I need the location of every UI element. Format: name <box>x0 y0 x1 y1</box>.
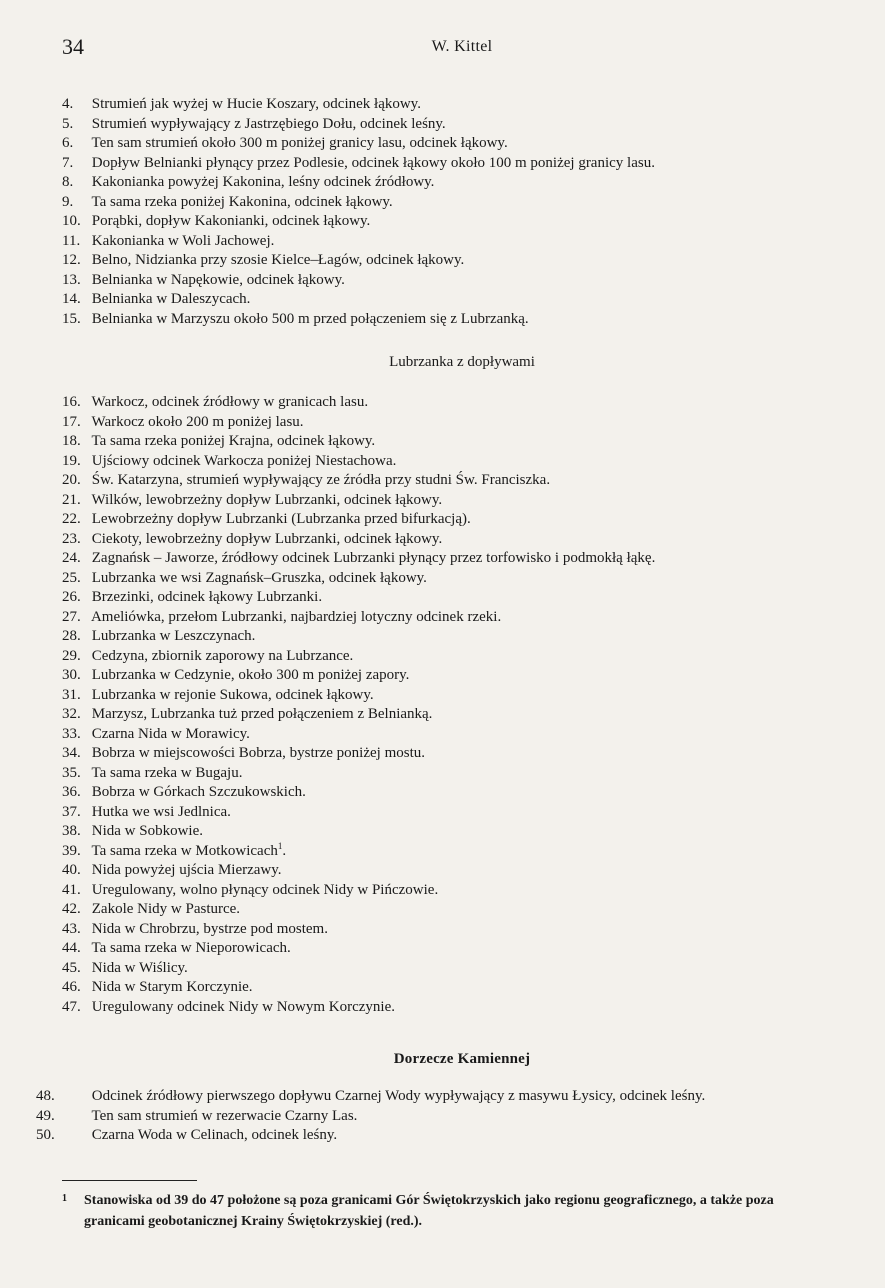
item-text: Kakonianka w Woli Jachowej. <box>91 232 275 249</box>
item-number: 43. <box>62 920 81 937</box>
item-text: Lubrzanka we wsi Zagnańsk–Gruszka, odcinek łąkowy. <box>91 569 427 586</box>
item-number: 44. <box>62 940 81 956</box>
list-item <box>62 549 862 569</box>
item-text: Brzezinki, odcinek łąkowy Lubrzanki. <box>91 589 323 605</box>
item-text: Belnianka w Marzyszu około 500 m przed połączeniem się z Lubrzanką. <box>91 310 529 327</box>
item-text: Ten sam strumień w rezerwacie Czarny Las. <box>91 1107 358 1124</box>
list-item <box>62 134 862 154</box>
item-text: Warkocz około 200 m poniżej lasu. <box>91 413 304 430</box>
item-text: Marzysz, Lubrzanka tuż przed połączeniem z Belnianką. <box>91 706 433 722</box>
item-number: 32. <box>62 706 81 722</box>
list-item <box>62 920 862 940</box>
item-text: Ta sama rzeka poniżej Krajna, odcinek łąkowy. <box>91 433 376 449</box>
item-text: Bobrza w miejscowości Bobrza, bystrze poniżej mostu. <box>91 745 426 761</box>
list-item <box>62 998 862 1018</box>
list-item <box>62 271 862 291</box>
item-number: 19. <box>62 452 81 469</box>
item-text: Nida w Starym Korczynie. <box>91 979 253 995</box>
item-text: Lewobrzeżny dopływ Lubrzanki (Lubrzanka przed bifurkacją). <box>91 511 471 527</box>
item-number: 30. <box>62 667 81 683</box>
item-text: Strumień wypływający z Jastrzębiego Dołu, odcinek leśny. <box>91 115 446 132</box>
item-text: Nida w Chrobrzu, bystrze pod mostem. <box>91 920 328 937</box>
footnote-mark: 1 <box>62 1193 67 1204</box>
item-text: Hutka we wsi Jedlnica. <box>91 803 231 820</box>
item-number: 10. <box>62 213 81 229</box>
list-item <box>62 627 862 647</box>
list-item <box>62 744 862 764</box>
item-text-tail: . <box>282 842 287 859</box>
item-text: Belnianka w Daleszycach. <box>91 291 251 307</box>
list-item <box>62 822 862 842</box>
item-number: 49. <box>36 1107 55 1124</box>
item-number: 48. <box>36 1088 55 1104</box>
item-text: Ujściowy odcinek Warkocza poniżej Niestachowa. <box>91 452 397 469</box>
item-number: 14. <box>62 291 81 307</box>
list-item <box>62 842 862 862</box>
item-text: Strumień jak wyżej w Hucie Koszary, odcinek łąkowy. <box>91 96 421 112</box>
item-text: Zagnańsk – Jaworze, źródłowy odcinek Lubrzanki płynący przez torfowisko i podmokłą łąkę. <box>91 550 656 566</box>
item-number: 38. <box>62 823 81 839</box>
item-text: Czarna Nida w Morawicy. <box>91 725 250 742</box>
footnote-text: Stanowiska od 39 do 47 położone są poza granicami Gór Świętokrzyskich jako regionu geograficznego, a także poza granicami geobotanicznej Krainy Świętokrzyskiej (red.). <box>84 1193 774 1229</box>
item-text: Ciekoty, lewobrzeżny dopływ Lubrzanki, odcinek łąkowy. <box>91 530 443 547</box>
item-text: Lubrzanka w Leszczynach. <box>91 628 256 644</box>
item-number: 42. <box>62 901 81 917</box>
item-number: 41. <box>62 881 81 898</box>
item-number: 12. <box>62 252 81 268</box>
item-text: Ameliówka, przełom Lubrzanki, najbardziej lotyczny odcinek rzeki. <box>90 608 502 625</box>
list-item <box>62 310 862 330</box>
item-text: Nida w Wiślicy. <box>91 959 188 976</box>
list-item <box>62 290 862 310</box>
item-number: 34. <box>62 745 81 761</box>
list-item <box>62 705 862 725</box>
list-item <box>62 510 862 530</box>
list-item <box>62 471 862 491</box>
item-text: Św. Katarzyna, strumień wypływający ze źródła przy studni Św. Franciszka. <box>91 472 551 488</box>
item-number: 16. <box>62 394 81 410</box>
item-number: 18. <box>62 433 81 449</box>
list-item <box>62 95 862 115</box>
page-number: 34 <box>62 34 84 59</box>
item-number: 31. <box>62 686 81 703</box>
item-text: Odcinek źródłowy pierwszego dopływu Czarnej Wody wypływający z masywu Łysicy, odcinek leśny. <box>91 1088 706 1104</box>
list-item <box>62 978 862 998</box>
item-text: Nida w Sobkowie. <box>91 823 203 839</box>
list-item <box>62 725 862 745</box>
item-number: 50. <box>36 1127 55 1143</box>
list-item <box>62 861 862 881</box>
item-number: 40. <box>62 862 81 878</box>
item-number: 28. <box>62 628 81 644</box>
list-item <box>36 1087 883 1107</box>
item-number: 26. <box>62 589 81 605</box>
item-text: Belnianka w Napękowie, odcinek łąkowy. <box>91 271 345 288</box>
item-number: 21. <box>62 491 81 508</box>
item-text: Belno, Nidzianka przy szosie Kielce–Łagów, odcinek łąkowy. <box>91 252 465 268</box>
list-item <box>36 1107 883 1127</box>
list-item <box>62 212 862 232</box>
list-item <box>62 173 862 193</box>
item-text: Lubrzanka w rejonie Sukowa, odcinek łąkowy. <box>91 686 374 703</box>
item-number: 8. <box>62 174 74 190</box>
item-number: 15. <box>62 310 81 327</box>
list-item <box>62 764 862 784</box>
list-item <box>62 959 862 979</box>
list-item <box>62 193 862 213</box>
list-item <box>62 452 862 472</box>
running-head-author: W. Kittel <box>431 38 493 55</box>
item-text: Lubrzanka w Cedzynie, około 300 m poniżej zapory. <box>91 667 410 683</box>
item-number: 17. <box>62 413 81 430</box>
list-item <box>62 413 862 433</box>
list-item <box>62 154 862 174</box>
list-item <box>62 900 862 920</box>
item-number: 27. <box>62 608 81 625</box>
footnote-divider <box>62 1180 197 1181</box>
item-number: 36. <box>62 784 81 800</box>
item-number: 22. <box>62 511 81 527</box>
item-number: 20. <box>62 472 81 488</box>
item-text: Czarna Woda w Celinach, odcinek leśny. <box>91 1127 338 1143</box>
item-text: Uregulowany odcinek Nidy w Nowym Korczynie. <box>91 998 396 1015</box>
list-item <box>62 686 862 706</box>
station-list-belnianka <box>62 95 862 329</box>
item-number: 46. <box>62 979 81 995</box>
item-number: 39. <box>62 842 81 859</box>
item-text: Cedzyna, zbiornik zaporowy na Lubrzance. <box>91 647 354 664</box>
item-text: Zakole Nidy w Pasturce. <box>91 901 241 917</box>
item-text: Ten sam strumień około 300 m poniżej granicy lasu, odcinek łąkowy. <box>91 135 508 151</box>
list-item <box>62 115 862 135</box>
station-list-kamienna <box>36 1087 862 1146</box>
list-item <box>62 251 862 271</box>
item-text: Porąbki, dopływ Kakonianki, odcinek łąkowy. <box>91 213 371 229</box>
page-header <box>62 34 862 62</box>
list-item <box>36 1126 883 1146</box>
item-text: Bobrza w Górkach Szczukowskich. <box>91 784 306 800</box>
list-item <box>62 939 862 959</box>
item-text: Ta sama rzeka w Bugaju. <box>91 764 243 781</box>
item-text: Nida powyżej ujścia Mierzawy. <box>91 862 282 878</box>
list-item <box>62 432 862 452</box>
item-number: 45. <box>62 959 81 976</box>
list-item <box>62 647 862 667</box>
list-item <box>62 588 862 608</box>
section-heading-lubrzanka: Lubrzanka z dopływami <box>389 354 535 370</box>
section-heading-kamienna: Dorzecze Kamiennej <box>393 1051 531 1067</box>
item-text: Warkocz, odcinek źródłowy w granicach lasu. <box>91 394 369 410</box>
item-number: 4. <box>62 96 74 112</box>
list-item <box>62 783 862 803</box>
item-number: 5. <box>62 115 74 132</box>
item-text: Dopływ Belnianki płynący przez Podlesie, odcinek łąkowy około 100 m poniżej granicy lasu. <box>91 154 655 171</box>
item-text: Ta sama rzeka w Nieporowicach. <box>91 940 291 956</box>
item-number: 7. <box>62 154 74 171</box>
footnote <box>62 1190 822 1232</box>
footnote-reference: 1 <box>277 840 283 851</box>
station-list-lubrzanka <box>62 393 862 1017</box>
item-number: 35. <box>62 764 81 781</box>
item-number: 11. <box>62 232 81 249</box>
item-text: Uregulowany, wolno płynący odcinek Nidy w Pińczowie. <box>91 881 439 898</box>
list-item <box>62 393 862 413</box>
list-item <box>62 608 862 628</box>
list-item <box>62 569 862 589</box>
item-number: 33. <box>62 725 81 742</box>
item-text: Ta sama rzeka poniżej Kakonina, odcinek łąkowy. <box>91 193 393 210</box>
item-text: Kakonianka powyżej Kakonina, leśny odcinek źródłowy. <box>91 174 435 190</box>
item-number: 9. <box>62 193 74 210</box>
item-number: 13. <box>62 271 81 288</box>
list-item <box>62 666 862 686</box>
item-text: Ta sama rzeka w Motkowicach <box>91 842 278 859</box>
item-number: 47. <box>62 998 81 1015</box>
item-text: Wilków, lewobrzeżny dopływ Lubrzanki, odcinek łąkowy. <box>91 491 443 508</box>
item-number: 25. <box>62 569 81 586</box>
item-number: 6. <box>62 135 74 151</box>
list-item <box>62 232 862 252</box>
list-item <box>62 881 862 901</box>
item-number: 29. <box>62 647 81 664</box>
item-number: 23. <box>62 530 81 547</box>
item-number: 37. <box>62 803 81 820</box>
list-item <box>62 491 862 511</box>
list-item <box>62 803 862 823</box>
list-item <box>62 530 862 550</box>
item-number: 24. <box>62 550 81 566</box>
